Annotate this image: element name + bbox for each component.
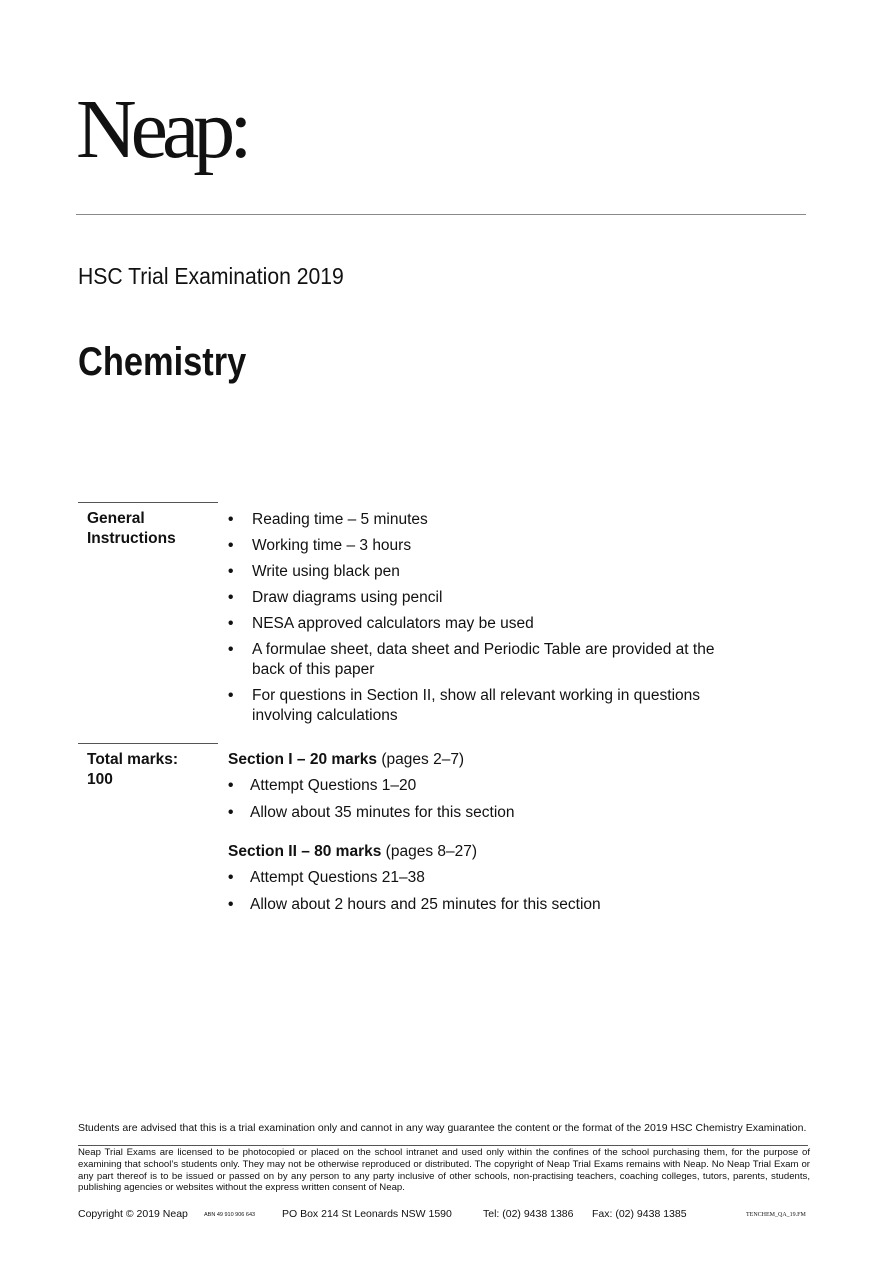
neap-logo: Neap:: [76, 83, 247, 176]
list-item: • Allow about 2 hours and 25 minutes for this section: [228, 895, 728, 915]
total-marks-label: Total marks: 100: [87, 751, 179, 788]
total-marks-divider: [78, 743, 218, 744]
header-divider: [76, 214, 806, 215]
general-instructions-list: [228, 510, 728, 732]
section-2-list: [228, 868, 728, 921]
list-item: • Draw diagrams using pencil: [228, 588, 728, 608]
section-1-list: [228, 776, 728, 829]
list-item: • A formulae sheet, data sheet and Periodic Table are provided at the back of this paper: [228, 640, 728, 680]
footer-divider: [78, 1145, 808, 1146]
section-2-heading: Section II – 80 marks (pages 8–27): [228, 843, 478, 860]
list-item: • Write using black pen: [228, 562, 728, 582]
exam-title: HSC Trial Examination 2019: [78, 263, 344, 289]
address: PO Box 214 St Leonards NSW 1590: [282, 1208, 452, 1220]
licence-text: Neap Trial Exams are licensed to be photocopied or placed on the school intranet and used only within the confines of the school purchasing them, for the purpose of examining that school’s students only. They may not be otherwise reproduced or distributed. The copyright of Neap Trial Exams remains with Neap. No Neap Trial Exam or any part thereof is to be issued or passed on by any person to any party inclusive of other schools, non-practising teachers, coaching colleges, tutors, parents, students, publishing agencies or websites without the express written consent of Neap.: [78, 1147, 810, 1194]
copyright: Copyright © 2019 Neap: [78, 1208, 188, 1220]
general-instructions-divider: [78, 502, 218, 503]
subject-title: Chemistry: [78, 340, 247, 384]
fax: Fax: (02) 9438 1385: [592, 1208, 687, 1220]
list-item: • NESA approved calculators may be used: [228, 614, 728, 634]
document-code: TENCHEM_QA_19.FM: [746, 1212, 806, 1218]
list-item: • Allow about 35 minutes for this section: [228, 803, 728, 823]
telephone: Tel: (02) 9438 1386: [483, 1208, 574, 1220]
trial-advice-text: Students are advised that this is a trial examination only and cannot in any way guarantee the content or the format of the 2019 HSC Chemistry Examination.: [78, 1122, 807, 1134]
abn: ABN 49 910 906 643: [204, 1212, 256, 1218]
list-item: • Working time – 3 hours: [228, 536, 728, 556]
list-item: • For questions in Section II, show all relevant working in questions involving calculations: [228, 686, 728, 726]
section-1-heading: Section I – 20 marks (pages 2–7): [228, 751, 465, 768]
list-item: • Reading time – 5 minutes: [228, 510, 728, 530]
list-item: • Attempt Questions 1–20: [228, 776, 728, 796]
general-instructions-label: General Instructions: [87, 510, 176, 547]
list-item: • Attempt Questions 21–38: [228, 868, 728, 888]
